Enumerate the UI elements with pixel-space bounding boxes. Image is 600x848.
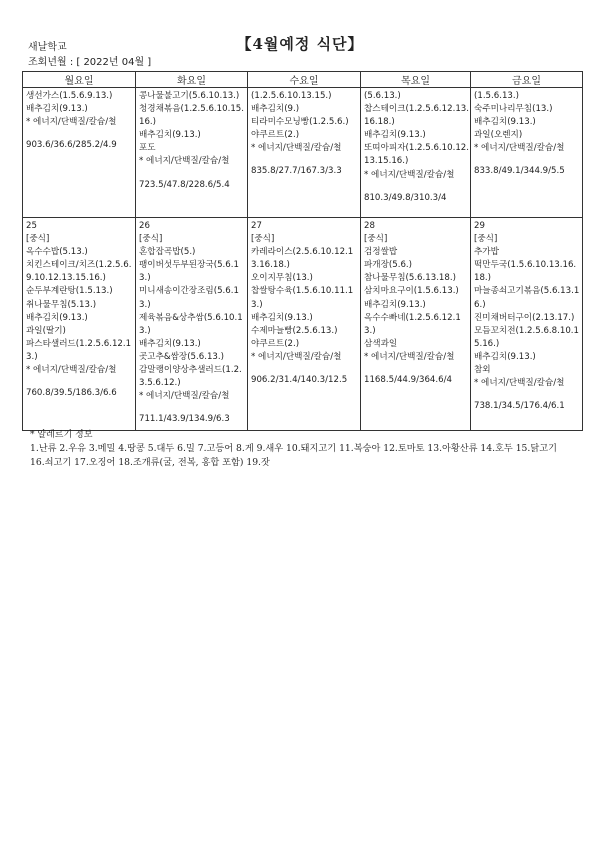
menu-cell-week1-wed [248, 88, 361, 218]
header-monday: 월요일 [23, 72, 136, 88]
menu-item: 배추김치(9.13.) [139, 338, 201, 349]
weekday-header-row [23, 72, 583, 88]
menu-item: * 에너지/단백질/칼슘/철 [251, 143, 342, 154]
menu-item: 배추김치(9.13.) [26, 104, 88, 115]
menu-item: 혼합잡곡밥(5.) [139, 247, 196, 258]
menu-item: 마늘종쇠고기볶음(5.6.13.16.) [474, 286, 580, 310]
menu-item: 카레라이스(2.5.6.10.12.13.16.18.) [251, 247, 354, 271]
menu-item: 야쿠르트(2.) [251, 338, 300, 349]
menu-cell-week2-wed [248, 218, 361, 431]
nutrition-values: 1168.5/44.9/364.6/4 [364, 375, 452, 386]
menu-item: 떡만두국(1.5.6.10.13.16.18.) [474, 260, 577, 284]
meal-tag: [중식] [251, 234, 275, 245]
menu-item: 생선가스(1.5.6.9.13.) [26, 91, 113, 101]
menu-item: 곳고추&쌈장(5.6.13.) [139, 351, 224, 362]
menu-item: 팽이버섯두부된장국(5.6.13.) [139, 260, 239, 284]
menu-item: 삼치마요구이(1.5.6.13.) [364, 286, 459, 297]
day-number: 27 [251, 221, 262, 231]
menu-cell-week2-tue [136, 218, 248, 431]
menu-item: 옥수수밥(5.13.) [26, 247, 88, 258]
menu-item: 취나물무침(5.13.) [26, 299, 97, 310]
menu-item: 파개장(5.6.) [364, 260, 413, 271]
header-tuesday: 화요일 [136, 72, 248, 88]
menu-item: 미니새송이간장조림(5.6.13.) [139, 286, 239, 310]
nutrition-values: 738.1/34.5/176.4/6.1 [474, 401, 565, 412]
menu-item: * 에너지/단백질/칼슘/철 [474, 143, 565, 154]
menu-item: 감말랭이양상추샐러드(1.2.3.5.6.12.) [139, 365, 242, 389]
menu-item: * 에너지/단백질/칼슘/철 [364, 169, 455, 180]
menu-item: 야쿠르트(2.) [251, 130, 300, 141]
day-number: 29 [474, 221, 485, 231]
menu-item: 배추김치(9.13.) [364, 299, 426, 310]
menu-item: 오이지무침(13.) [251, 273, 313, 284]
menu-item: 찹쌀탕수육(1.5.6.10.11.13.) [251, 286, 354, 310]
menu-item: 치킨스테이크/치즈(1.2.5.6.9.10.12.13.15.16.) [26, 260, 132, 284]
day-number: 26 [139, 221, 150, 231]
menu-item: 순두부계란탕(1.5.13.) [26, 286, 113, 297]
menu-item: 콩나물불고기(5.6.10.13.) [139, 91, 240, 101]
menu-item: * 에너지/단백질/칼슘/철 [139, 156, 230, 167]
menu-cell-week2-fri [471, 218, 583, 431]
menu-item: (1.2.5.6.10.13.15.) [251, 91, 332, 101]
menu-item: 포도 [139, 143, 156, 154]
menu-item: 배추김치(9.13.) [139, 130, 201, 141]
allergy-info [30, 428, 557, 470]
menu-item: * 에너지/단백질/칼슘/철 [26, 117, 117, 128]
menu-cell-week1-tue [136, 88, 248, 218]
nutrition-values: 760.8/39.5/186.3/6.6 [26, 388, 117, 399]
nutrition-values: 835.8/27.7/167.3/3.3 [251, 166, 342, 177]
menu-item: 수제마늘빵(2.5.6.13.) [251, 325, 338, 336]
menu-item: 참나물무침(5.6.13.18.) [364, 273, 456, 284]
menu-cell-week1-fri [471, 88, 583, 218]
nutrition-values: 833.8/49.1/344.9/5.5 [474, 166, 565, 177]
allergy-title: * 알레르기 정보 [30, 430, 93, 440]
allergy-line-2: 16.쇠고기 17.오징어 18.조개류(굴, 전복, 홍합 포함) 19.잣 [30, 457, 270, 468]
day-number: 25 [26, 221, 37, 231]
menu-item: 참외 [474, 365, 491, 376]
menu-item: 청경채볶음(1.2.5.6.10.15.16.) [139, 104, 244, 128]
menu-item: 배추김치(9.) [251, 104, 300, 115]
menu-item: * 에너지/단백질/칼슘/철 [139, 391, 230, 402]
allergy-line-1: 1.난류 2.우유 3.메밀 4.땅콩 5.대두 6.밀 7.고등어 8.게 9.새우 10.돼지고기 11.복숭아 12.토마토 13.아황산류 14.호두 15.닭고기 [30, 443, 557, 454]
week-row-1 [23, 88, 583, 218]
menu-cell-week2-thu [361, 218, 471, 431]
meal-tag: [중식] [364, 234, 388, 245]
nutrition-values: 723.5/47.8/228.6/5.4 [139, 179, 230, 190]
menu-item: * 에너지/단백질/칼슘/철 [364, 351, 455, 362]
page-title: 【4월예정 식단】 [236, 35, 364, 53]
menu-item: 옥수수빠네(1.2.5.6.12.13.) [364, 312, 461, 336]
menu-item: 배추김치(9.13.) [474, 117, 536, 128]
menu-item: * 에너지/단백질/칼슘/철 [474, 378, 565, 389]
menu-item: 또띠아피자(1.2.5.6.10.12.13.15.16.) [364, 143, 469, 167]
menu-cell-week2-mon [23, 218, 136, 431]
menu-item: 모듬꼬치전(1.2.5.6.8.10.15.16.) [474, 325, 579, 349]
nutrition-values: 711.1/43.9/134.9/6.3 [139, 414, 230, 425]
menu-cell-week1-thu [361, 88, 471, 218]
menu-item: 진미채버터구이(2.13.17.) [474, 312, 575, 323]
header-thursday: 목요일 [361, 72, 471, 88]
meal-tag: [중식] [474, 234, 498, 245]
menu-item: 과일(딸기) [26, 325, 66, 336]
menu-item: 티라미수모닝빵(1.2.5.6.) [251, 117, 349, 128]
menu-item: (5.6.13.) [364, 91, 401, 101]
menu-item: 찹스테이크(1.2.5.6.12.13.16.18.) [364, 104, 469, 128]
menu-item: 배추김치(9.13.) [251, 312, 313, 323]
nutrition-values: 903.6/36.6/285.2/4.9 [26, 140, 117, 151]
menu-table [22, 71, 583, 431]
nutrition-values: 810.3/49.8/310.3/4 [364, 192, 447, 203]
menu-item: 과일(오렌지) [474, 130, 523, 141]
school-name: 새날학교 [28, 42, 67, 53]
header-wednesday: 수요일 [248, 72, 361, 88]
menu-item: 배추김치(9.13.) [364, 130, 426, 141]
menu-item: (1.5.6.13.) [474, 91, 519, 101]
menu-item: 추가밥 [474, 247, 499, 258]
query-period: 조회년월 : [ 2022년 04월 ] [28, 57, 152, 68]
header-friday: 금요일 [471, 72, 583, 88]
menu-cell-week1-mon [23, 88, 136, 218]
menu-item: 파스타샐러드(1.2.5.6.12.13.) [26, 338, 132, 362]
nutrition-values: 906.2/31.4/140.3/12.5 [251, 375, 348, 386]
menu-item: * 에너지/단백질/칼슘/철 [251, 351, 342, 362]
menu-item: 배추김치(9.13.) [474, 351, 536, 362]
menu-item: 배추김치(9.13.) [26, 312, 88, 323]
menu-item: 제육볶음&상추쌈(5.6.10.13.) [139, 312, 243, 336]
menu-item: 숙주미나리무침(13.) [474, 104, 553, 115]
menu-item: 삼색과일 [364, 338, 398, 349]
meal-tag: [중식] [139, 234, 163, 245]
meal-tag: [중식] [26, 234, 50, 245]
day-number: 28 [364, 221, 375, 231]
week-row-2 [23, 218, 583, 431]
menu-item: * 에너지/단백질/칼슘/철 [26, 365, 117, 376]
menu-item: 검정쌀밥 [364, 247, 398, 258]
